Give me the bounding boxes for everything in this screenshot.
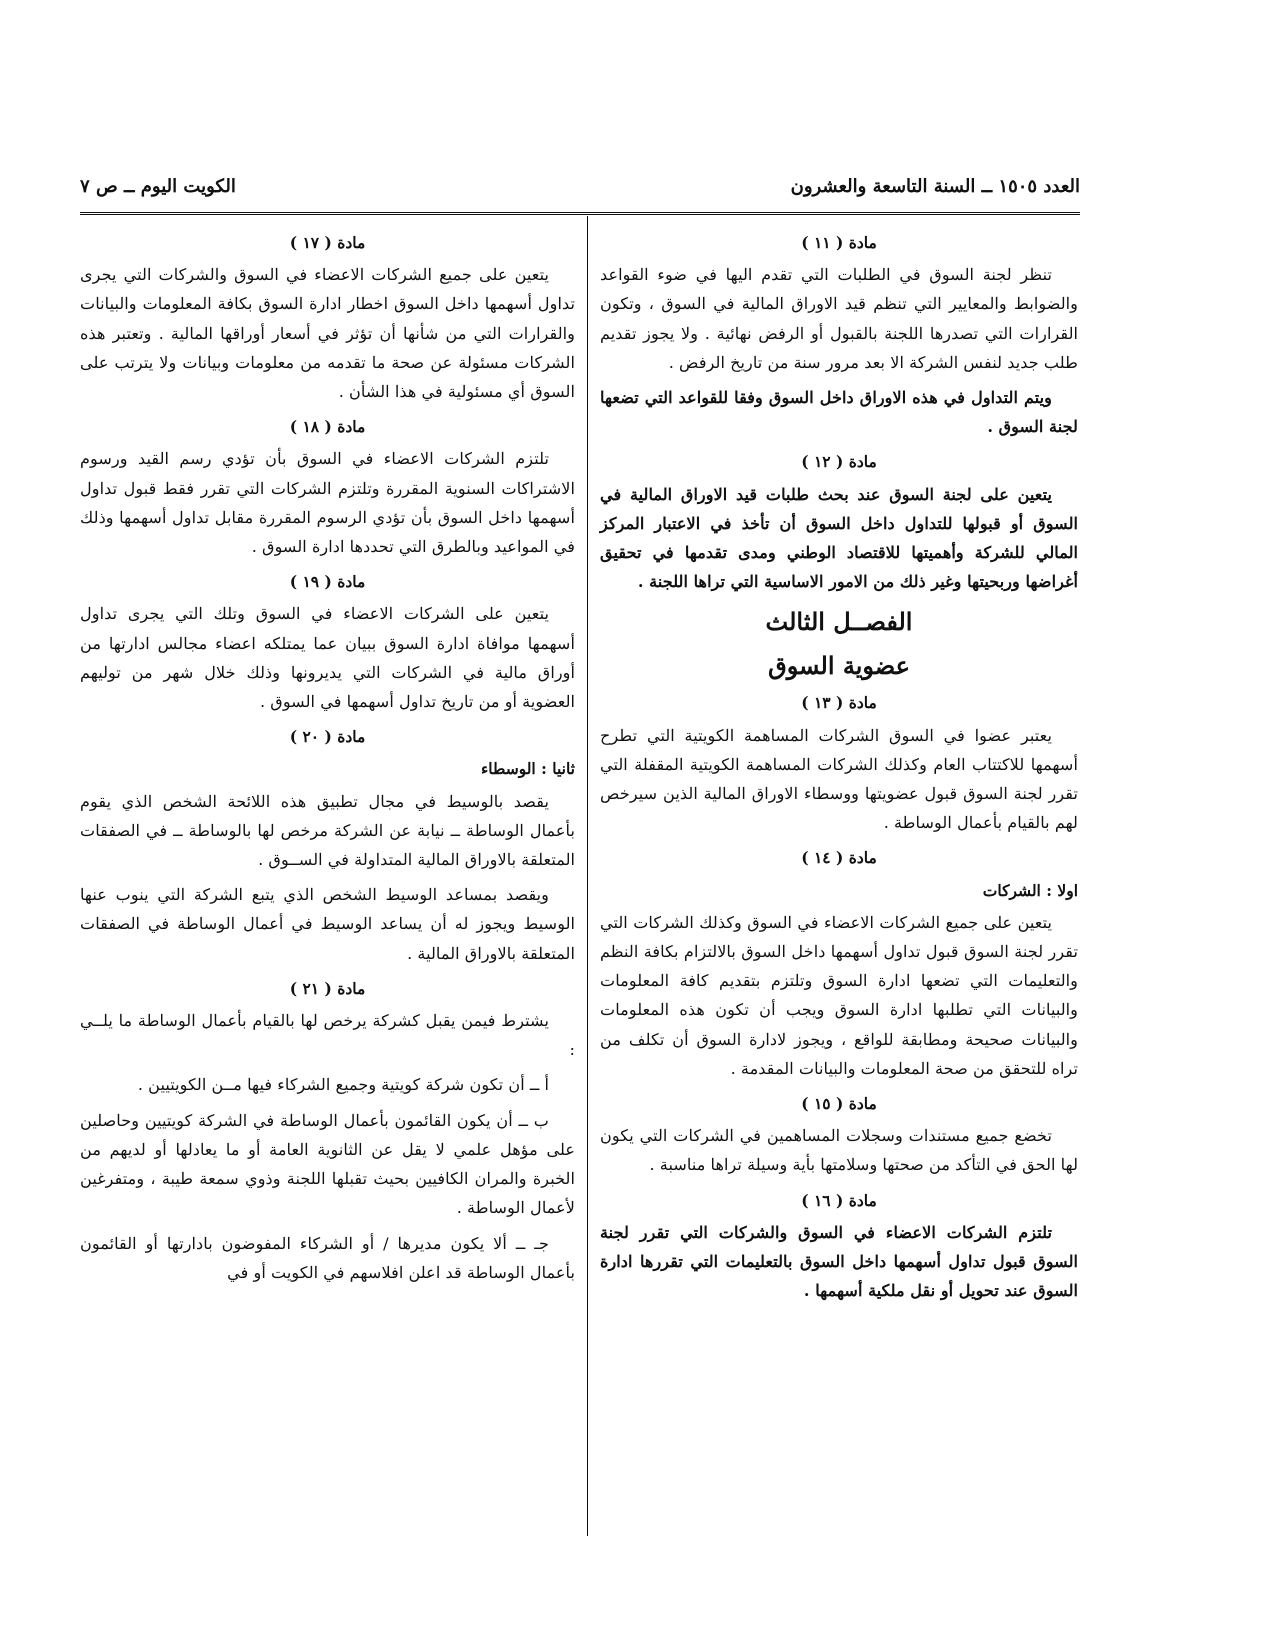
article-paragraph: ويقصد بمساعد الوسيط الشخص الذي يتبع الشركة التي ينوب عنها الوسيط ويجوز له أن يساعد الوسيط في أعمال الوساطة في الصفقات المتعلقة بالاوراق المالية .: [80, 885, 575, 963]
list-item: جـ ــ ألا يكون مديرها / أو الشركاء المفوضون بادارتها أو القائمون بأعمال الوساطة قد اعلن افلاسهم في الكويت أو في: [80, 1233, 575, 1282]
article-title: مادة ( ١٩ ): [289, 572, 366, 592]
article-title: مادة ( ١٤ ): [801, 848, 877, 868]
header-rule: [80, 212, 1080, 215]
chapter-title: الفصــل الثالث: [765, 607, 913, 637]
article-paragraph: يتعين على لجنة السوق عند بحث طلبات قيد الاوراق المالية في السوق أو قبولها للتداول داخل السوق أن تأخذ في الاعتبار المركز المالي للشركة وأهميتها للاقتصاد الوطني ومدى تقدمها في تحقيق أغراضها وربحيتها وغير ذلك من الامور الاساسية التي تراها اللجنة .: [600, 484, 1078, 592]
column-divider: [587, 216, 588, 1536]
article-paragraph: تنظر لجنة السوق في الطلبات التي تقدم اليها في ضوء القواعد والضوابط والمعايير التي تنظم قيد الاوراق المالية في السوق ، وتكون القرارات التي تصدرها اللجنة بالقبول أو الرفض نهائية . ولا يجوز تقديم طلب جديد لنفس الشركة الا بعد مرور سنة من تاريخ الرفض .: [600, 265, 1078, 372]
page-header: [80, 176, 1080, 206]
article-paragraph: يقصد بالوسيط في مجال تطبيق هذه اللائحة الشخص الذي يقوم بأعمال الوساطة ــ نيابة عن الشركة مرخص لها بالوساطة ــ في الصفقات المتعلقة بالاوراق المالية المتداولة في الســوق .: [80, 791, 575, 870]
article-paragraph: يتعين على الشركات الاعضاء في السوق وتلك التي يجرى تداول أسهمها موافاة ادارة السوق ببيان عما يمتلكه اعضاء مجالس ادارتها من أوراق مالية في الشركات التي يديرونها وذلك خلال شهر من توليهم العضوية أو من تاريخ تداول أسهمها في السوق .: [80, 604, 575, 712]
left-column: [80, 226, 575, 1293]
article-title: مادة ( ١٨ ): [289, 417, 366, 437]
article-paragraph: تلتزم الشركات الاعضاء في السوق والشركات التي تقرر لجنة السوق قبول تداول أسهمها داخل السوق بالتعليمات التي تقررها ادارة السوق عند تحويل أو نقل ملكية أسهمها .: [600, 1222, 1078, 1301]
article-paragraph: ويتم التداول في هذه الاوراق داخل السوق وفقا للقواعد التي تضعها لجنة السوق .: [600, 388, 1078, 437]
chapter-subtitle: عضوية السوق: [768, 651, 910, 681]
article-paragraph: تلتزم الشركات الاعضاء في السوق بأن تؤدي رسم القيد ورسوم الاشتراكات السنوية المقررة وتلتزم الشركات التي تقرر فقط قبول تداول أسهمها داخل السوق بأن تؤدي الرسوم المقررة مقابل تداول أسهمها وذلك في المواعيد وبالطرق التي تحددها ادارة السوق .: [80, 449, 575, 557]
article-paragraph: يعتبر عضوا في السوق الشركات المساهمة الكويتية التي تطرح أسهمها للاكتتاب العام وكذلك الشركات المساهمة الكويتية المقفلة التي تقرر لجنة السوق قبول عضويتها ووسطاء الاوراق المالية الذين سيرخص لهم بالقيام بأعمال الوساطة .: [600, 725, 1078, 833]
section-subheading: ثانيا : الوسطاء: [480, 759, 575, 779]
article-paragraph: تخضع جميع مستندات وسجلات المساهمين في الشركات التي يكون لها الحق في التأكد من صحتها وسلامتها بأية وسيلة تراها مناسبة .: [600, 1126, 1078, 1175]
publication-page: الكويت اليوم ــ ص ٧: [80, 176, 236, 197]
section-subheading: اولا : الشركات: [982, 880, 1078, 900]
article-title: مادة ( ١١ ): [801, 233, 877, 252]
list-item: أ ــ أن تكون شركة كويتية وجميع الشركاء فيها مــن الكويتيين .: [137, 1075, 549, 1095]
list-item: ب ــ أن يكون القائمون بأعمال الوساطة في الشركة كويتيين وحاصلين على مؤهل علمي لا يقل عن الثانوية العامة أو ما يعادلها أو لديهم من الخبرة والمران الكافيين بحيث تقبلها اللجنة وذوي سمعة طيبة ، ومتفرغين لأعمال الوساطة .: [80, 1110, 575, 1218]
article-title: مادة ( ٢١ ): [289, 978, 366, 998]
issue-info: العدد ١٥٠٥ ــ السنة التاسعة والعشرون: [790, 176, 1080, 197]
right-column: [600, 226, 1078, 1312]
article-title: مادة ( ١٧ ): [289, 233, 366, 252]
article-paragraph: يتعين على جميع الشركات الاعضاء في السوق والشركات التي يجرى تداول أسهمها داخل السوق اخطار ادارة السوق بكافة المعلومات والبيانات والقرارات التي من شأنها أن تؤثر في أسعار أوراقها المالية . وتعتبر هذه الشركات مسئولة عن صحة ما تقدمه من معلومات وبيانات ولا يترتب على السوق أي مسئولية في هذا الشأن .: [80, 265, 575, 402]
article-title: مادة ( ٢٠ ): [289, 727, 366, 747]
article-title: مادة ( ١٢ ): [801, 452, 877, 472]
article-paragraph: يتعين على جميع الشركات الاعضاء في السوق وكذلك الشركات التي تقرر لجنة السوق قبول تداول أسهمها داخل السوق بالالتزام بكافة النظم والتعليمات التي تضعها ادارة السوق وتلتزم بتقديم كافة المعلومات والبيانات التي تطلبها ادارة السوق ويجب أن تكون هذه المعلومات والبيانات صحيحة ومطابقة للواقع ، ويجوز لادارة السوق أن تكلف من تراه للتحقق من صحة المعلومات والبيانات المقدمة .: [600, 912, 1078, 1078]
article-paragraph: يشترط فيمن يقبل كشركة يرخص لها بالقيام بأعمال الوساطة ما يلــي :: [80, 1011, 575, 1060]
article-title: مادة ( ١٣ ): [801, 693, 877, 713]
article-title: مادة ( ١٦ ): [801, 1190, 877, 1210]
article-title: مادة ( ١٥ ): [801, 1094, 877, 1114]
